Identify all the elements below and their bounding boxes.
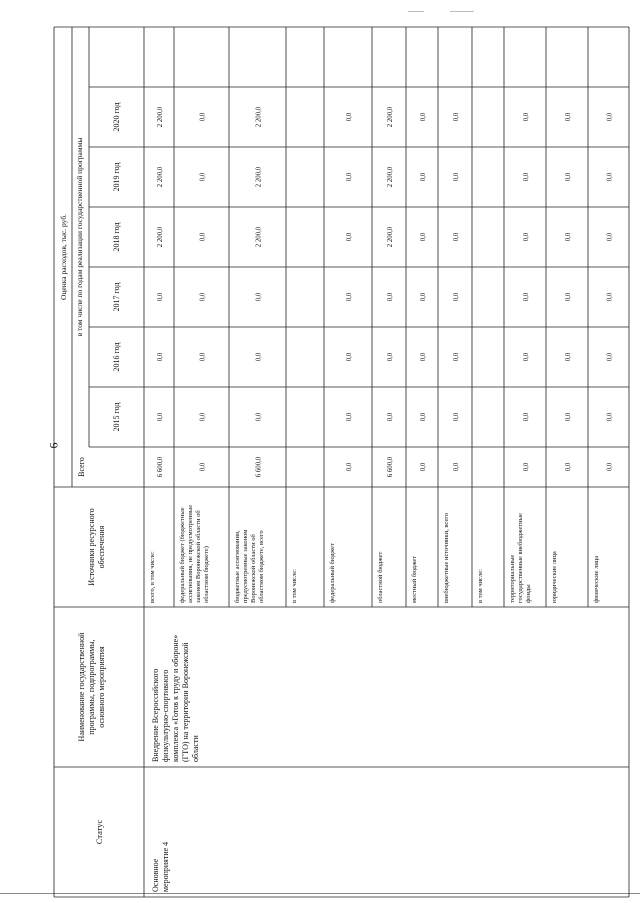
header-year-2019: 2019 год [112,162,121,192]
row-6-value-4: 0,0 [420,232,427,242]
activity-name: комплекса «Готов к труду и обороне» [171,634,180,762]
row-label-9: государственные внебюджетные [517,513,524,603]
row-label-8: в том числе: [477,569,484,603]
header-sources: обеспечения [97,525,106,569]
row-label-2: областном бюджете, всего [258,530,265,603]
activity-name: области [191,735,200,762]
row-label-10: юридические лица [551,551,558,603]
header-program-name: программы, подпрограммы, [87,639,96,735]
row-label-3: в том числе: [291,569,298,603]
row-5-value-6: 2 200,0 [387,106,394,128]
row-7-value-2: 0,0 [453,352,460,362]
header-total: Всего [77,457,86,477]
row-7-value-4: 0,0 [453,232,460,242]
row-11-value-0: 0,0 [606,462,614,472]
row-9-value-4: 0,0 [523,232,530,242]
activity-name: физкультурно-спортивного [161,669,170,762]
activity-name: Внедрение Всероссийского [151,668,160,762]
row-0-value-3: 0,0 [157,292,164,302]
row-9-value-6: 0,0 [523,112,530,122]
row-1-value-1: 0,0 [199,412,207,422]
row-2-value-4: 2 200,0 [255,226,263,248]
row-9-value-5: 0,0 [523,172,530,182]
row-0-value-2: 0,0 [157,352,164,362]
row-5-value-0: 6 600,0 [387,456,394,478]
row-5-value-5: 2 200,0 [387,166,394,188]
row-7-value-1: 0,0 [453,412,460,422]
row-7-value-6: 0,0 [453,112,460,122]
row-4-value-2: 0,0 [346,352,353,362]
row-4-value-6: 0,0 [346,112,353,122]
row-label-6: местный бюджет [411,555,418,603]
header-year-2015: 2015 год [112,402,121,432]
row-5-value-1: 0,0 [387,412,394,422]
row-label-5: областной бюджет [377,551,384,603]
row-9-value-0: 0,0 [523,462,530,472]
header-program-name: Наименование государственной [77,632,86,742]
row-6-value-3: 0,0 [420,292,427,302]
row-label-2: предусмотренные законом [242,529,249,603]
row-0-value-1: 0,0 [157,412,164,422]
row-0-value-6: 2 200,0 [157,106,164,128]
row-5-value-3: 0,0 [387,292,394,302]
row-4-value-4: 0,0 [346,232,353,242]
row-1-value-3: 0,0 [199,292,207,302]
row-label-1: федеральный бюджет (бюджетные [179,507,186,603]
row-9-value-3: 0,0 [523,292,530,302]
row-4-value-3: 0,0 [346,292,353,302]
activity-status: Основное [151,858,160,892]
row-6-value-6: 0,0 [420,112,427,122]
page-number: 6 [46,442,61,449]
row-2-value-6: 2 200,0 [255,106,263,128]
row-7-value-5: 0,0 [453,172,460,182]
row-1-value-5: 0,0 [199,172,207,182]
row-4-value-1: 0,0 [346,412,353,422]
row-2-value-1: 0,0 [255,412,263,422]
row-11-value-2: 0,0 [606,352,614,362]
row-2-value-0: 6 600,0 [255,456,263,478]
header-year-2016: 2016 год [112,342,121,372]
row-label-4: федеральный бюджет [329,543,336,603]
activity-name: (ГТО) на территории Воронежской [181,642,190,762]
row-1-value-0: 0,0 [199,462,207,472]
header-year-2020: 2020 год [112,102,121,132]
row-7-value-3: 0,0 [453,292,460,302]
header-year-2018: 2018 год [112,222,121,252]
row-10-value-4: 0,0 [565,232,572,242]
row-6-value-1: 0,0 [420,412,427,422]
row-11-value-4: 0,0 [606,232,614,242]
row-11-value-5: 0,0 [606,172,614,182]
header-estimate: Оценка расходов, тыс. руб. [59,213,68,301]
row-label-1: законом Воронежской области об [195,510,202,603]
row-2-value-3: 0,0 [255,292,263,302]
row-10-value-3: 0,0 [565,292,572,302]
row-4-value-5: 0,0 [346,172,353,182]
row-10-value-5: 0,0 [565,172,572,182]
row-1-value-4: 0,0 [199,232,207,242]
header-status: Статус [94,819,104,845]
row-6-value-0: 0,0 [420,462,427,472]
row-label-9: территориальные [509,554,516,603]
table-body [54,27,629,897]
row-label-9: фонды [525,584,532,603]
row-10-value-2: 0,0 [565,352,572,362]
row-label-1: ассигнования, не предусмотренные [187,504,194,603]
header-by-years: в том числе по годам реализации государственной программы [75,137,84,337]
row-6-value-2: 0,0 [420,352,427,362]
row-9-value-2: 0,0 [523,352,530,362]
header-program-name: основного мероприятия [97,646,106,728]
row-label-1: областном бюджете) [203,546,210,603]
row-2-value-5: 2 200,0 [255,166,263,188]
row-6-value-5: 0,0 [420,172,427,182]
row-11-value-6: 0,0 [606,112,614,122]
row-0-value-0: 6 600,0 [157,456,164,478]
row-10-value-1: 0,0 [565,412,572,422]
row-label-0: всего, в том числе: [149,551,156,603]
activity-status: мероприятие 4 [161,841,170,892]
row-label-11: физические лица [593,555,600,603]
row-10-value-6: 0,0 [565,112,572,122]
row-0-value-4: 2 200,0 [157,226,164,248]
row-9-value-1: 0,0 [523,412,530,422]
row-4-value-0: 0,0 [346,462,353,472]
row-1-value-2: 0,0 [199,352,207,362]
header-year-2017: 2017 год [112,282,121,312]
row-0-value-5: 2 200,0 [157,166,164,188]
row-label-7: внебюджетные источники, всего [443,512,450,603]
row-10-value-0: 0,0 [565,462,572,472]
row-11-value-1: 0,0 [606,412,614,422]
row-5-value-2: 0,0 [387,352,394,362]
row-label-2: Воронежской области об [250,534,257,603]
row-2-value-2: 0,0 [255,352,263,362]
row-7-value-0: 0,0 [453,462,460,472]
row-label-2: бюджетные ассигнования, [234,530,241,603]
row-11-value-3: 0,0 [606,292,614,302]
row-1-value-6: 0,0 [199,112,207,122]
header-sources: Источники ресурсного [87,508,96,586]
row-5-value-4: 2 200,0 [387,226,394,248]
